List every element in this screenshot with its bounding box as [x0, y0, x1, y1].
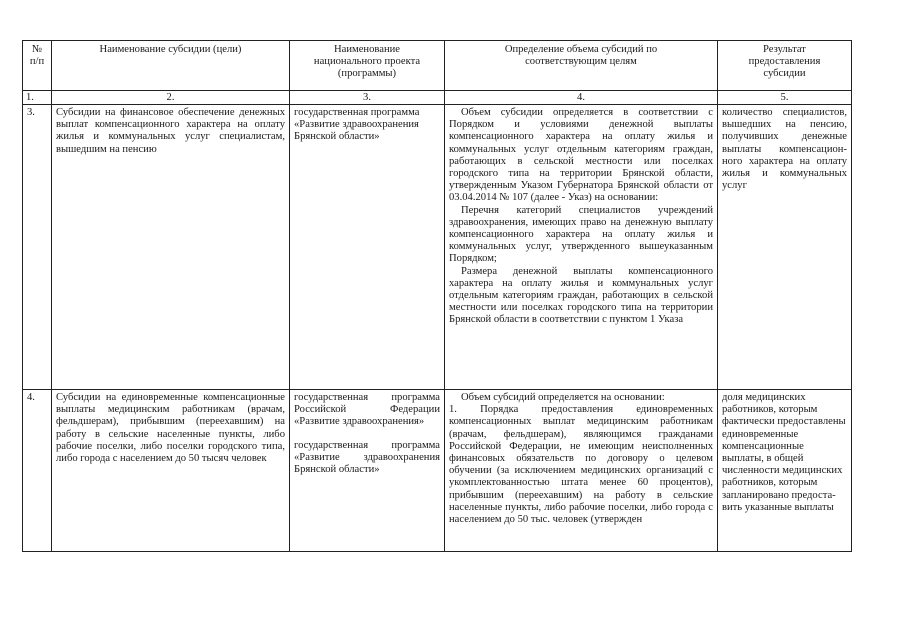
volume-paragraph: Перечня категорий специалистов учреждений здравоохранения, имеющих право на денежную выплату компенсационного характера на оплату жилья и коммунальных услуг, утвержденного вышеуказанным Порядком; [449, 204, 713, 265]
volume-paragraph: Объем субсидии определяется в соответствии с Порядком и условиями денежной выплаты компенсационного характера на оплату жилья и коммунальных услуг отдельным категориям граждан, работающих в сельской местности или поселках городского типа на территории Брянской области, утвержденным Указом Губернатора Брянской области от 03.04.2014 № 107 (далее - Указ) на основании: [449, 107, 713, 204]
header-program-line3: (программы) [337, 68, 397, 80]
header-result-line2: предоставления [748, 56, 821, 68]
header-number [23, 41, 52, 91]
header-result-line3: субсидии [763, 68, 806, 80]
program-name: государственная программа «Развитие здравоохранения Брянской области» [290, 105, 445, 390]
table-row [23, 105, 852, 390]
subsidy-name: Субсидии на финансовое обеспечение денежных выплат компенсационного характера на оплату жилья и коммунальных услуг специалистам, вышедшим на пенсию [52, 105, 290, 390]
subsidy-result: количество специалистов, вышедших на пенсию, получивших денежные выплаты компенсацион-ного характера на оплату жилья и коммунальных услуг [718, 105, 852, 390]
row-number: 4. [23, 390, 52, 552]
header-program-line2: национального проекта [313, 56, 421, 68]
column-number-row [23, 91, 852, 105]
volume-definition [445, 390, 718, 552]
program-paragraph: государственная программа «Развитие здравоохранения Брянской области» [294, 439, 440, 476]
header-volume [445, 41, 718, 91]
subsidy-table [22, 40, 852, 552]
header-volume-line2: соответствующим целям [525, 56, 637, 68]
header-result-line1: Результат [763, 44, 806, 55]
program-spacer [294, 429, 440, 440]
header-subsidy-name-text: Наименование субсидии (цели) [99, 44, 242, 55]
column-number-2: 2. [52, 91, 290, 105]
row-number: 3. [23, 105, 52, 390]
program-name [290, 390, 445, 552]
program-paragraph: государственная программа Российской Федерации «Развитие здравоохранения» [294, 392, 440, 428]
header-program-line1: Наименование [334, 44, 400, 55]
volume-definition [445, 105, 718, 390]
header-number-line1: № [31, 44, 43, 55]
volume-paragraph: 1. Порядка предоставления единовременных компенсационных выплат медицинским работникам (врачам, фельдшерам), являющимся гражданами Российской Федерации, не имеющим неисполненных финансовых обязательств по договору о целевом обучении (за исключением медицинских организаций с укомплектованностью штата менее 60 процентов), прибывшим (переехавшим) на работу в сельские населенные пункты, либо рабочие поселки, либо города с населением до 50 тыс. человек (утвержден [449, 404, 713, 526]
volume-paragraph: Размера денежной выплаты компенсационного характера на оплату жилья и коммунальных услуг отдельным категориям граждан, работающих в сельской местности или поселках городского типа на территории Брянской области в соответствии с пунктом 1 Указа [449, 265, 713, 326]
column-number-1: 1. [23, 91, 52, 105]
column-number-4: 4. [445, 91, 718, 105]
header-row [23, 41, 852, 91]
column-number-5: 5. [718, 91, 852, 105]
subsidy-result: доля медицинских работников, которым фактически предоставлены единовременные компенсационные выплаты, в общей численности медицинских работников, которым запланировано предоста-вить указанные выплаты [718, 390, 852, 552]
table-row [23, 390, 852, 552]
subsidy-name: Субсидии на единовременные компенсационные выплаты медицинским работникам (врачам, фельдшерам), прибывшим (переехавшим) на работу в сельские населенные пункты, либо рабочие поселки, либо поселки городского типа, либо города с населением до 50 тысяч человек [52, 390, 290, 552]
header-number-line2: п/п [29, 56, 45, 68]
header-subsidy-name [52, 41, 290, 91]
volume-paragraph: Объем субсидий определяется на основании: [461, 392, 665, 403]
header-program [290, 41, 445, 91]
header-result [718, 41, 852, 91]
column-number-3: 3. [290, 91, 445, 105]
header-volume-line1: Определение объема субсидий по [504, 44, 658, 55]
